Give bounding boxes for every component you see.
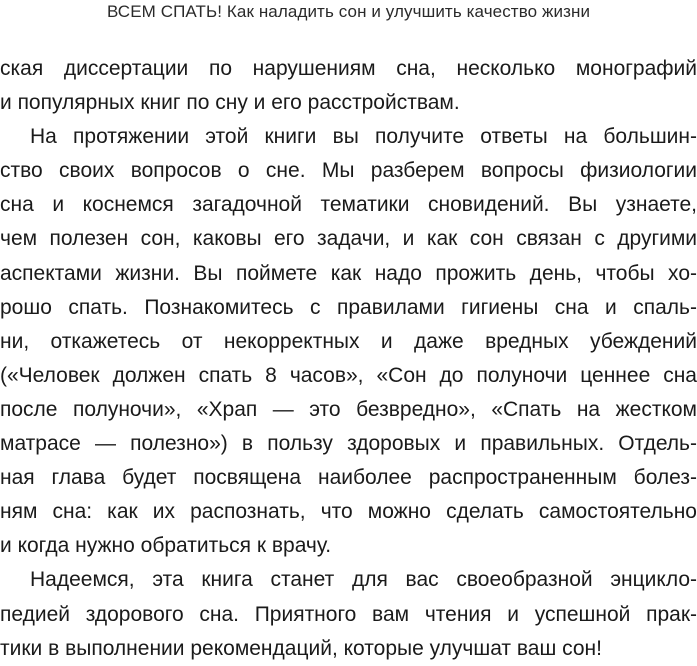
text-line: тики в выполнении рекомендаций, которые улучшат ваш сон!	[0, 636, 602, 660]
text-line: после полуночи», «Храп — это безвредно», «Спать на жестком	[0, 397, 697, 421]
paragraph-book-overview	[0, 120, 697, 563]
text-line: и популярных книг по сну и его расстройствам.	[0, 91, 460, 115]
text-line: Надеемся, эта книга станет для вас своеобразной энцикло-	[30, 568, 697, 592]
text-line: («Человек должен спать 8 часов», «Сон до полуночи ценнее сна	[0, 363, 697, 387]
running-header: ВСЕМ СПАТЬ! Как наладить сон и улучшить качество жизни	[106, 2, 591, 21]
paragraph-continuation	[0, 52, 697, 120]
text-line: ная глава будет посвящена наиболее распространенным болез-	[0, 466, 697, 490]
text-line: На протяжении этой книги вы получите ответы на большин-	[30, 125, 697, 149]
paragraph-closing	[0, 563, 697, 665]
text-line: сна и коснемся загадочной тематики сновидений. Вы узнаете,	[0, 193, 697, 217]
text-line: аспектами жизни. Вы поймете как надо прожить день, чтобы хо-	[0, 261, 697, 285]
text-line: рошо спать. Познакомитесь с правилами гигиены сна и спаль-	[0, 295, 697, 319]
text-line: педией здорового сна. Приятного вам чтения и успешной прак-	[0, 602, 697, 626]
text-line: ская диссертации по нарушениям сна, несколько монографий	[0, 57, 697, 80]
body-text	[0, 52, 697, 666]
text-line: чем полезен сон, каковы его задачи, и как сон связан с другими	[0, 227, 697, 251]
text-line: ни, откажетесь от некорректных и даже вредных убеждений	[0, 329, 697, 353]
text-line: и когда нужно обратиться к врачу.	[0, 534, 332, 558]
text-line: ням сна: как их распознать, что можно сделать самостоятельно	[0, 500, 697, 524]
text-line: ство своих вопросов о сне. Мы разберем вопросы физиологии	[0, 159, 697, 183]
text-line: матрасе — полезно») в пользу здоровых и правильных. Отдель-	[0, 432, 697, 456]
